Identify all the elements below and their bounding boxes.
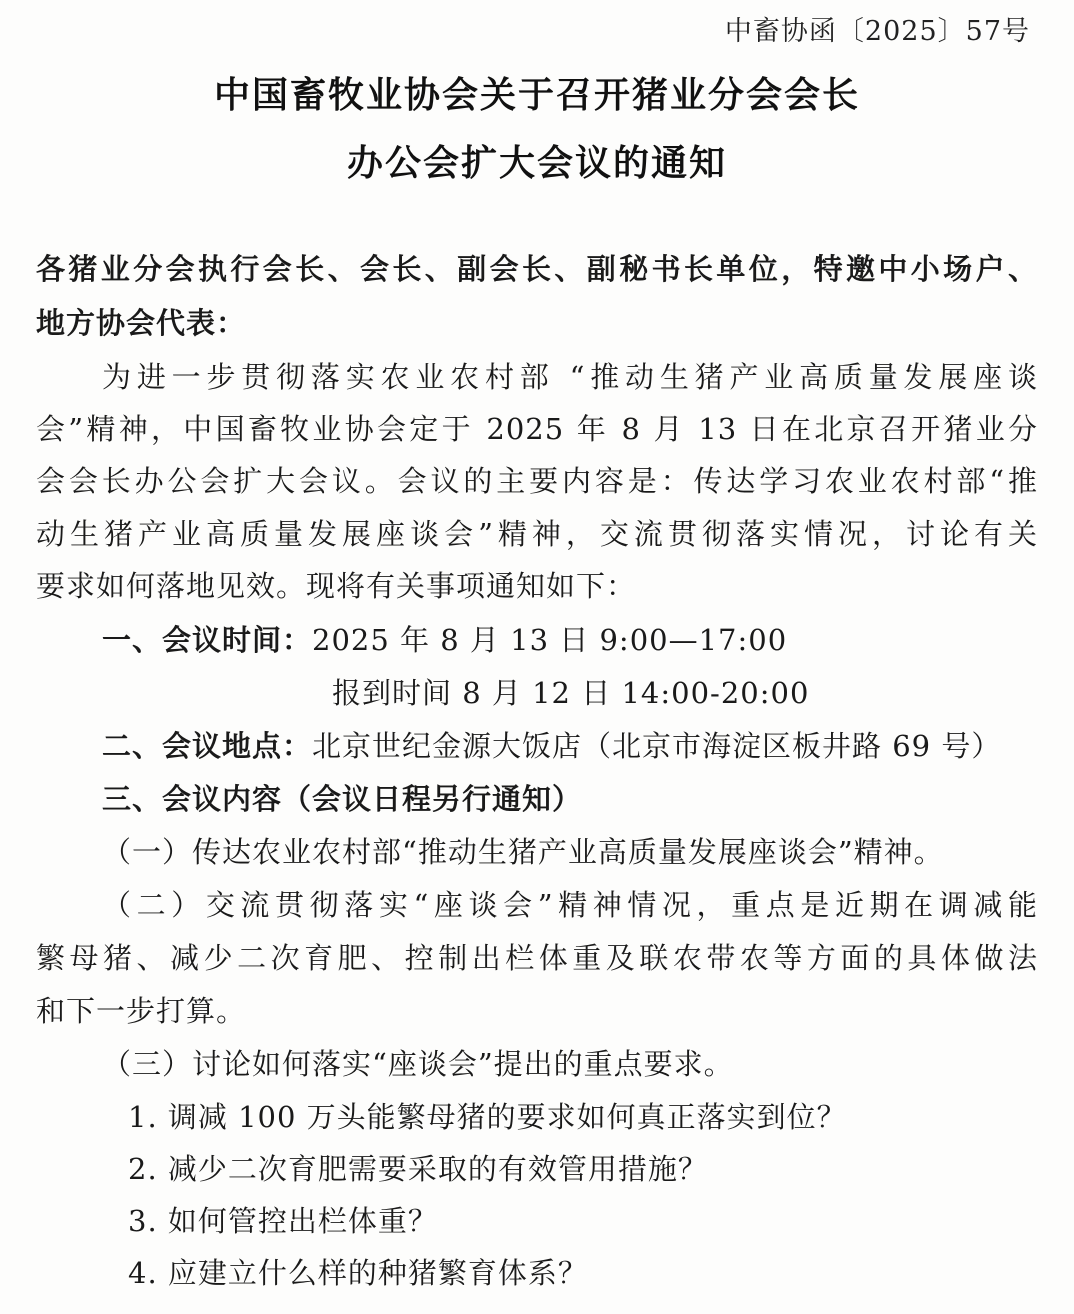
addressee-line-1: 各猪业分会执行会长、会长、副会长、副秘书长单位，特邀中小场户、 bbox=[36, 252, 1038, 286]
meeting-time-label: 一、会议时间： bbox=[102, 623, 313, 657]
content-item-2-line-3: 和下一步打算。 bbox=[36, 994, 247, 1028]
addressee-line-2: 地方协会代表： bbox=[36, 306, 247, 340]
content-item-2-line-2: 繁母猪、减少二次育肥、控制出栏体重及联农带农等方面的具体做法 bbox=[36, 941, 1038, 975]
intro-line-1: 为进一步贯彻落实农业农村部 “推动生猪产业高质量发展座谈 bbox=[102, 360, 1038, 394]
title-line-2: 办公会扩大会议的通知 bbox=[346, 142, 727, 184]
intro-line-2: 会”精神，中国畜牧业协会定于 2025 年 8 月 13 日在北京召开猪业分 bbox=[36, 412, 1038, 446]
meeting-time-value: 2025 年 8 月 13 日 9:00—17:00 bbox=[312, 623, 788, 657]
question-3: 3. 如何管控出栏体重？ bbox=[128, 1204, 438, 1238]
document-number: 中畜协函〔2025〕57号 bbox=[724, 16, 1030, 47]
question-4: 4. 应建立什么样的种猪繁育体系？ bbox=[128, 1256, 588, 1290]
meeting-content-heading: 三、会议内容（会议日程另行通知） bbox=[102, 782, 583, 816]
content-item-3: （三）讨论如何落实“座谈会”提出的重点要求。 bbox=[102, 1047, 734, 1081]
question-1: 1. 调减 100 万头能繁母猪的要求如何真正落实到位？ bbox=[128, 1100, 847, 1134]
title-line-1: 中国畜牧业协会关于召开猪业分会会长 bbox=[213, 74, 860, 116]
intro-line-5: 要求如何落地见效。现将有关事项通知如下： bbox=[36, 569, 637, 603]
content-item-1: （一）传达农业农村部“推动生猪产业高质量发展座谈会”精神。 bbox=[102, 835, 944, 869]
meeting-time bbox=[102, 620, 1038, 660]
intro-line-3: 会会长办公会扩大会议。会议的主要内容是：传达学习农业农村部“推 bbox=[36, 464, 1038, 498]
meeting-location-value: 北京世纪金源大饭店（北京市海淀区板井路 69 号） bbox=[312, 729, 1002, 763]
checkin-time: 报到时间 8 月 12 日 14:00-20:00 bbox=[332, 676, 810, 710]
question-2: 2. 减少二次育肥需要采取的有效管用措施？ bbox=[128, 1152, 708, 1186]
meeting-location bbox=[102, 726, 1038, 766]
meeting-location-label: 二、会议地点： bbox=[102, 729, 313, 763]
intro-line-4: 动生猪产业高质量发展座谈会”精神，交流贯彻落实情况，讨论有关 bbox=[36, 517, 1038, 551]
content-item-2-line-1: （二）交流贯彻落实“座谈会”精神情况，重点是近期在调减能 bbox=[102, 888, 1038, 922]
